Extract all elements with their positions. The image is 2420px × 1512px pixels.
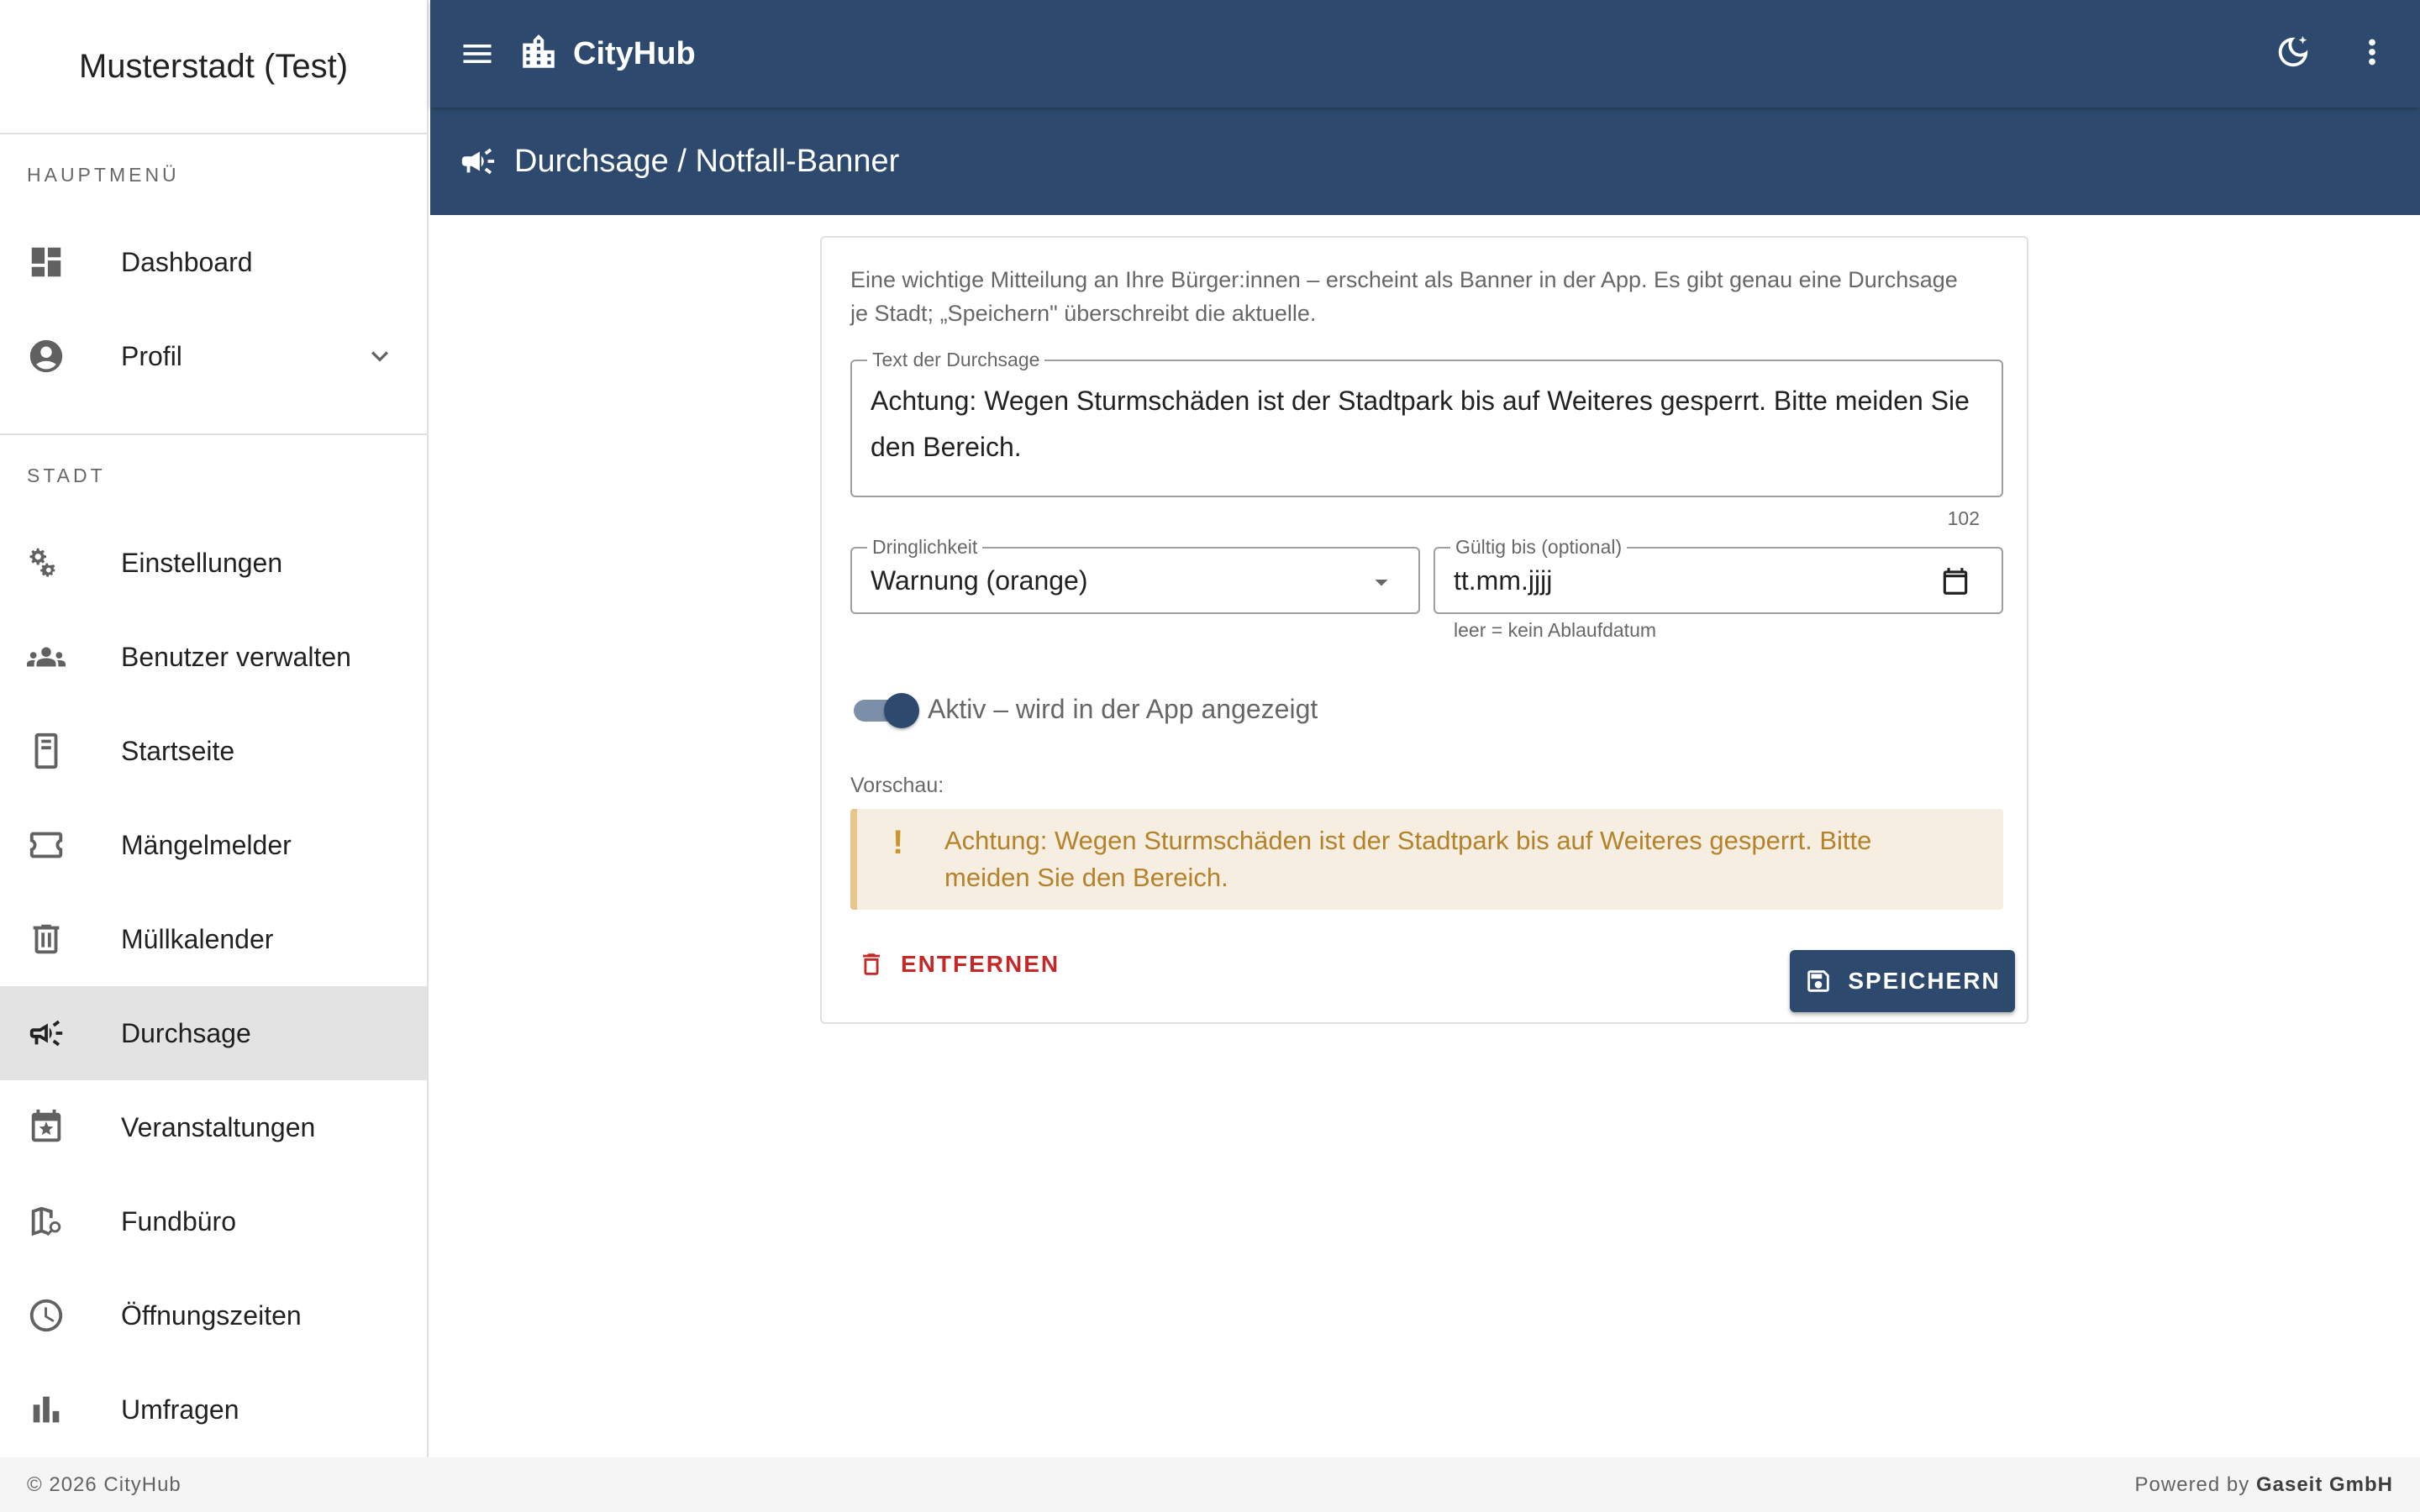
- sidebar-item-muellkalender[interactable]: [0, 892, 427, 986]
- sidebar-item-label: Umfragen: [121, 1394, 239, 1425]
- bar-chart-icon: [0, 1390, 121, 1429]
- trash-icon: [857, 950, 886, 979]
- urgency-select[interactable]: [850, 536, 1420, 614]
- remove-button-label: ENTFERNEN: [901, 951, 1060, 977]
- theme-toggle-icon[interactable]: [2274, 33, 2312, 76]
- calendar-icon[interactable]: [1939, 565, 1971, 597]
- dashboard-icon: [0, 243, 121, 281]
- active-toggle-label: Aktiv – wird in der App angezeigt: [928, 693, 1318, 724]
- save-icon: [1804, 967, 1833, 995]
- page-header: [430, 108, 2420, 215]
- appbar-actions: [2274, 33, 2391, 76]
- powered-by: [2135, 1473, 2393, 1497]
- section-title-city: STADT: [27, 464, 106, 486]
- sidebar-item-benutzer[interactable]: [0, 610, 427, 704]
- group-icon: [0, 638, 121, 676]
- preview-text: Achtung: Wegen Sturmschäden ist der Stadtpark bis auf Weiteres gesperrt. Bitte meiden Sie den Bereich.: [944, 826, 1872, 892]
- valid-until-value[interactable]: tt.mm.jjjj: [1454, 565, 1553, 596]
- gears-icon: [0, 543, 121, 582]
- sidebar-item-label: Einstellungen: [121, 547, 283, 578]
- more-vert-icon[interactable]: [2353, 33, 2391, 76]
- sidebar-item-label: Fundbüro: [121, 1205, 236, 1236]
- sidebar-item-oeffnungszeiten[interactable]: [0, 1268, 427, 1362]
- city-name: Musterstadt (Test): [0, 0, 427, 134]
- powered-by-prefix: Powered by: [2134, 1473, 2250, 1496]
- sidebar-item-maengelmelder[interactable]: [0, 798, 427, 892]
- megaphone-icon: [459, 142, 497, 181]
- sidebar-item-label: Veranstaltungen: [121, 1111, 316, 1142]
- announcement-card: [820, 236, 2028, 1024]
- announcement-text-value[interactable]: Achtung: Wegen Sturmschäden ist der Stadtpark bis auf Weiteres gesperrt. Bitte meiden Sie den Bereich.: [871, 386, 1970, 462]
- exclamation-icon: !: [892, 824, 904, 861]
- sidebar-item-label: Durchsage: [121, 1017, 251, 1048]
- footer: [0, 1457, 2420, 1512]
- save-button[interactable]: [1790, 950, 2015, 1012]
- sidebar-item-startseite[interactable]: [0, 704, 427, 798]
- ticket-icon: [0, 826, 121, 864]
- menu-icon[interactable]: [457, 34, 497, 74]
- sidebar-item-label: Benutzer verwalten: [121, 641, 351, 672]
- trash-icon: [0, 920, 121, 958]
- dropdown-arrow-icon[interactable]: [1366, 567, 1397, 597]
- sidebar-item-fundbuero[interactable]: [0, 1174, 427, 1268]
- sidebar-item-veranstaltungen[interactable]: [0, 1080, 427, 1174]
- urgency-value: Warnung (orange): [871, 565, 1088, 596]
- chevron-down-icon[interactable]: [363, 339, 397, 373]
- section-title-main: HAUPTMENÜ: [27, 163, 180, 186]
- save-button-label: SPEICHERN: [1848, 968, 2001, 994]
- sidebar-item-durchsage[interactable]: [0, 986, 427, 1080]
- sidebar-item-label: Startseite: [121, 735, 235, 766]
- intro-text: Eine wichtige Mitteilung an Ihre Bürger:innen – erscheint als Banner in der App. Es gibt genau eine Durchsage je Stadt; „Speichern" überschreibt die aktuelle.: [850, 267, 1958, 326]
- brand[interactable]: [518, 31, 696, 77]
- account-circle-icon: [0, 337, 121, 375]
- app-title: CityHub: [573, 35, 696, 71]
- powered-by-company[interactable]: Gaseit GmbH: [2255, 1473, 2393, 1496]
- valid-until-field[interactable]: [1434, 536, 2003, 614]
- active-toggle[interactable]: [850, 690, 918, 728]
- toggle-thumb: [884, 693, 919, 728]
- char-counter: 102: [1947, 507, 1980, 529]
- sidebar-item-profil[interactable]: [0, 309, 427, 403]
- announcement-text-field[interactable]: [850, 349, 2003, 497]
- sidebar-item-einstellungen[interactable]: [0, 516, 427, 610]
- megaphone-icon: [0, 1014, 121, 1053]
- sidebar-item-label: Profil: [121, 340, 182, 371]
- preview-label: Vorschau:: [850, 774, 944, 797]
- calendar-star-icon: [0, 1108, 121, 1147]
- announcement-text-label: Text der Durchsage: [867, 349, 1044, 370]
- valid-until-label: Gültig bis (optional): [1450, 537, 1627, 557]
- urgency-label: Dringlichkeit: [867, 537, 982, 557]
- preview-banner: [850, 809, 2003, 910]
- copyright: © 2026 CityHub: [27, 1473, 182, 1496]
- sidebar: [0, 0, 429, 1457]
- valid-until-helper: leer = kein Ablaufdatum: [1454, 619, 1657, 641]
- app-bar: [430, 0, 2420, 108]
- sidebar-item-label: Öffnungszeiten: [121, 1299, 302, 1331]
- city-buildings-icon: [518, 31, 560, 77]
- sidebar-item-umfragen[interactable]: [0, 1362, 427, 1457]
- sidebar-item-dashboard[interactable]: [0, 215, 427, 309]
- page-title: Durchsage / Notfall-Banner: [514, 143, 900, 179]
- sidebar-item-label: Dashboard: [121, 246, 253, 277]
- sidebar-item-label: Müllkalender: [121, 923, 274, 954]
- remove-button[interactable]: [857, 950, 1060, 979]
- home-page-icon: [0, 732, 121, 770]
- clock-icon: [0, 1296, 121, 1335]
- sidebar-item-label: Mängelmelder: [121, 829, 292, 860]
- map-search-icon: [0, 1202, 121, 1241]
- active-toggle-row[interactable]: [850, 690, 1318, 728]
